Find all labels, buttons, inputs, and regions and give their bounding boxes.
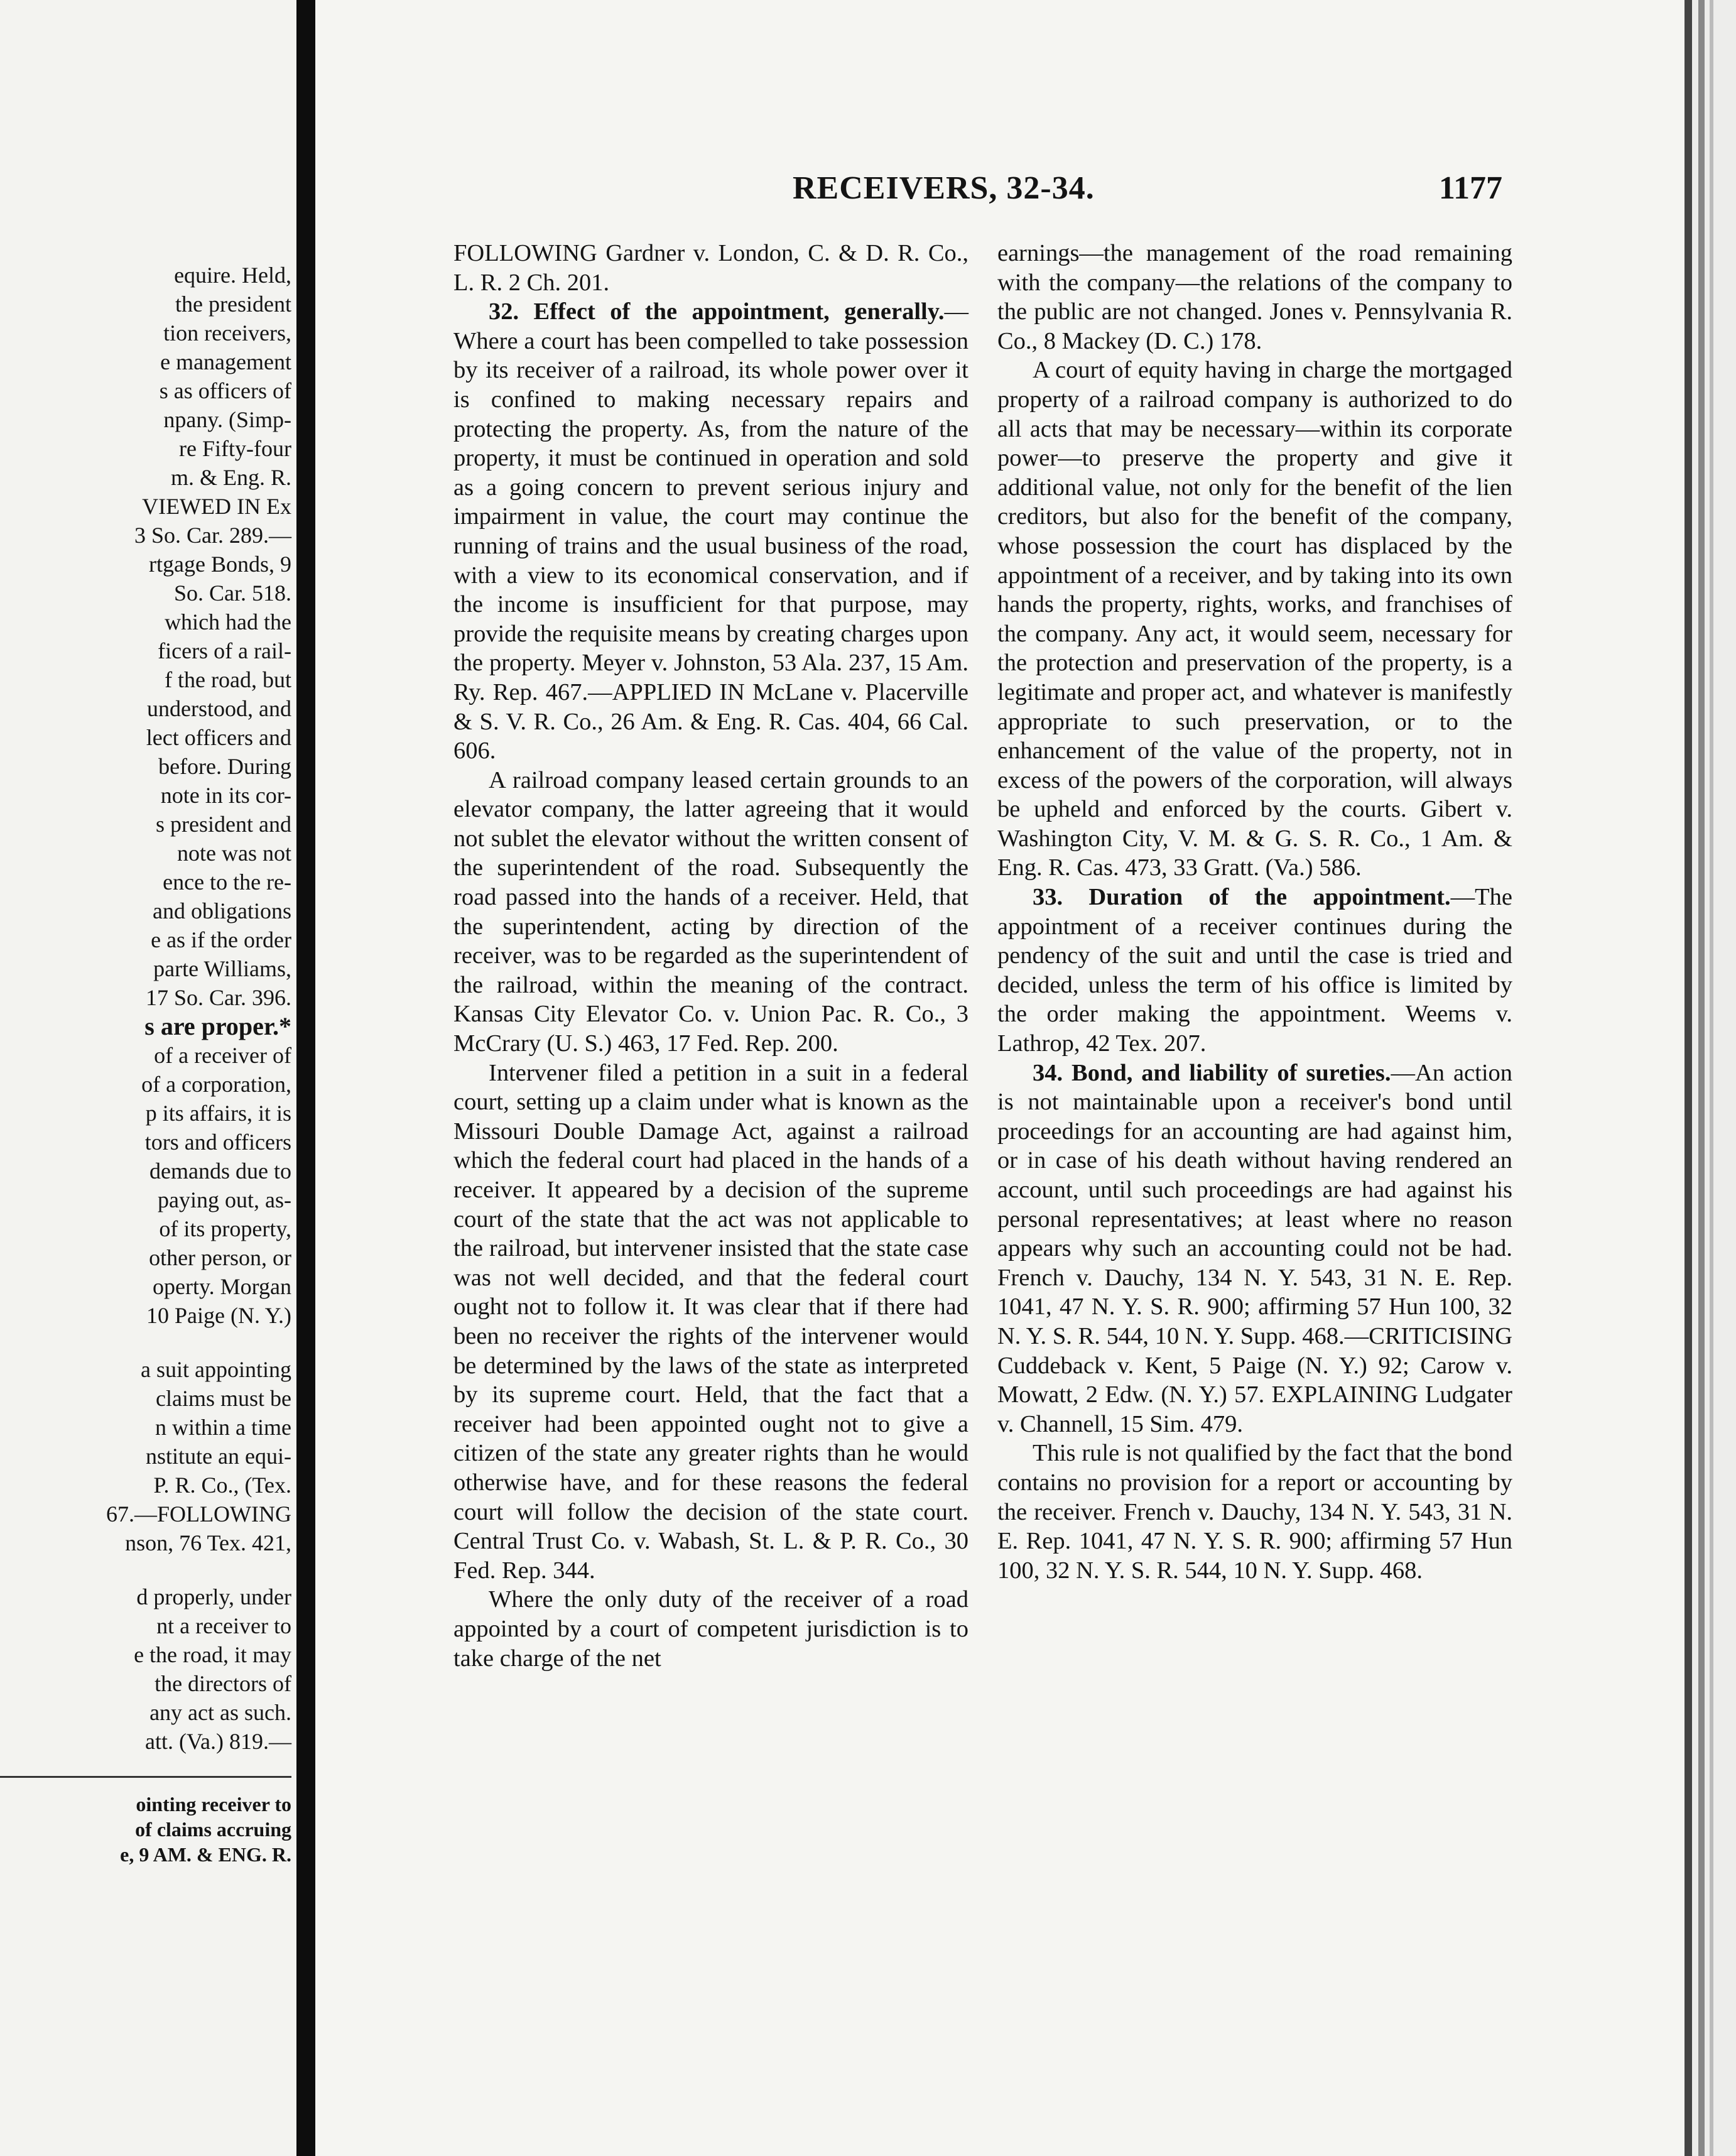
section-32 [453,297,968,766]
left-page-line: nson, 76 Tex. 421, [125,1530,291,1555]
left-page-line: ence to the re- [163,869,291,895]
left-page-line: equire. Held, [174,263,291,288]
section-heading: 33. Duration of the appointment. [1033,884,1451,911]
right-column [997,239,1512,1585]
left-page-line: 17 So. Car. 396. [145,985,291,1010]
paragraph: Intervener filed a petition in a suit in a federal court, setting up a claim under what is known as the Missouri Double Damage Act, against a railroad which the federal court had placed in the hands of a receiver. It appeared by a decision of the supreme court of the state that the act was not applicable to the railroad, but intervener insisted that the state case was not well decided, and that the federal court ought not to follow it. It was clear that if there had been no receiver the rights of the intervener would be determined by the laws of the state as interpreted by its supreme court. Held, that the fact that a receiver had been appointed ought not to give a citizen of the state any greater rights than he would otherwise have, and for these reasons the federal court will follow the decision of the state court. Central Trust Co. v. Wabash, St. L. & P. R. Co., 30 Fed. Rep. 344. [453,1059,968,1584]
left-page-line: a suit appointing [141,1357,291,1382]
left-page-line: before. During [158,754,291,779]
left-page-line: e as if the order [151,927,291,952]
line-gap [0,1557,291,1582]
line-gap [0,1330,291,1355]
page-number: 1177 [1438,170,1502,206]
left-page-line: 3 So. Car. 289.— [134,523,291,548]
left-page-line: understood, and [147,696,291,721]
left-page-line: ficers of a rail- [158,638,291,663]
left-page-line: re Fifty-four [179,436,291,461]
section-body: —An action is not maintainable upon a receiver's bond until proceedings for an accounting are had against him, or in case of his death without having rendered an account, until such proceedings are had against his personal representatives; at least where no reason appears why such an accounting could not be had. French v. Dauchy, 134 N. Y. 543, 31 N. E. Rep. 1041, 47 N. Y. S. R. 900; affirming 57 Hun 100, 32 N. Y. S. R. 544, 10 N. Y. Supp. 468.—CRITICISING Cuddeback v. Kent, 5 Paige (N. Y.) 92; Carow v. Mowatt, 2 Edw. (N. Y.) 57. EXPLAINING Ludgater v. Channell, 15 Sim. 479. [997,1059,1513,1437]
left-page-line: the president [175,291,291,317]
left-page-line: note in its cor- [160,783,291,808]
left-page-line: s president and [156,812,291,837]
left-column [453,239,968,1673]
left-footnote [0,1792,291,1867]
page-gutter [296,0,315,2156]
left-page-line: d properly, under [136,1584,291,1609]
left-page-line: e the road, it may [134,1642,291,1667]
left-page-line: m. & Eng. R. [170,465,291,490]
left-page-line: f the road, but [165,667,291,692]
left-page-line: of a corporation, [141,1072,291,1097]
section-body: —The appointment of a receiver continues during the pendency of the suit and until the case is tried and decided, unless the term of his office is limited by the order making the appointment. Weems v. Lathrop, 42 Tex. 207. [997,884,1512,1057]
footnote-rule [0,1776,291,1778]
left-page-line: lect officers and [146,725,291,750]
section-heading: 32. Effect of the appointment, generally. [489,298,945,325]
paragraph: Where the only duty of the receiver of a road appointed by a court of competent jurisdiction is to take charge of the net [453,1586,968,1672]
left-page-line: s as officers of [159,378,291,403]
left-page-line: P. R. Co., (Tex. [153,1473,291,1498]
running-head [504,170,1502,214]
left-page-line: rtgage Bonds, 9 [149,552,291,577]
left-page-line: operty. Morgan [153,1274,291,1299]
left-page-line: e management [160,349,291,374]
left-page-text [0,261,291,1867]
left-page-line: note was not [177,841,291,866]
paragraph: A court of equity having in charge the mortgaged property of a railroad company is authorized to do all acts that may be necessary—within its corporate power—to preserve the property and give it additional value, not only for the benefit of the lien creditors, but also for the benefit of the company, whose possession the court has displaced by the appointment of a receiver, and by taking into its own hands the property, rights, works, and franchises of the company. Any act, it would seem, necessary for the protection and preservation of the property, is a legitimate and proper act, and whatever is manifestly appropriate to such preservation, or to the enhancement of the value of the property, not in excess of the powers of the corporation, will always be upheld and enforced by the courts. Gibert v. Washington City, V. M. & G. S. R. Co., 1 Am. & Eng. R. Cas. 473, 33 Gratt. (Va.) 586. [997,357,1512,881]
left-page-line: VIEWED IN Ex [142,494,291,519]
left-page-line: 10 Paige (N. Y.) [146,1303,291,1328]
section-heading: 34. Bond, and liability of sureties. [1033,1059,1391,1086]
left-page-line: nt a receiver to [156,1613,291,1638]
footnote-line: of claims accruing [135,1818,291,1841]
left-page-line: p its affairs, it is [145,1101,291,1126]
paragraph: This rule is not qualified by the fact that the bond contains no provision for a report or accounting by the receiver. French v. Dauchy, 134 N. Y. 543, 31 N. E. Rep. 1041, 47 N. Y. S. R. 900; affirming 57 Hun 100, 32 N. Y. S. R. 544, 10 N. Y. Supp. 468. [997,1440,1512,1584]
left-page-line: claims must be [156,1386,291,1411]
left-page-line: So. Car. 518. [173,580,291,606]
left-page-line: demands due to [149,1158,291,1184]
left-page-line: nstitute an equi- [146,1444,291,1469]
left-page-line: of its property, [159,1216,291,1241]
left-page-line: s are proper.* [144,1012,291,1040]
footnote-line: e, 9 AM. & ENG. R. [120,1843,291,1866]
left-page-fragment [0,0,296,2156]
left-page-line: the directors of [155,1671,291,1696]
section-34 [997,1059,1512,1439]
page-edge [1684,0,1736,2156]
paragraph: FOLLOWING Gardner v. London, C. & D. R. Co., L. R. 2 Ch. 201. [453,240,968,296]
left-page-line: n within a time [155,1415,291,1440]
left-page-line: of a receiver of [154,1043,291,1068]
left-page-line: any act as such. [149,1700,291,1725]
left-page-line: npany. (Simp- [163,407,291,432]
paragraph: A railroad company leased certain grounds to an elevator company, the latter agreeing that it would not sublet the elevator without the written consent of the superintendent of the road. Subsequently the road passed into the hands of a receiver. Held, that the superintendent, acting by direction of the receiver, was to be regarded as the superintendent of the railroad, within the meaning of the contract. Kansas City Elevator Co. v. Union Pac. R. Co., 3 McCrary (U. S.) 463, 17 Fed. Rep. 200. [453,766,968,1057]
left-page-line: which had the [165,609,291,634]
left-page-line: att. (Va.) 819.— [145,1729,291,1754]
left-page-line: tion receivers, [163,320,291,346]
left-page-line: other person, or [149,1245,291,1270]
section-33 [997,883,1512,1059]
section-body: —Where a court has been compelled to take possession by its receiver of a railroad, its whole power over it is confined to making necessary repairs and protecting the property. As, from the nature of the property, it must be continued in operation and sold as a going concern to prevent serious injury and impairment in value, the court may continue the running of trains and the usual business of the road, with a view to its economical conservation, and if the income is insufficient for that purpose, may provide the requisite means by creating charges upon the property. Meyer v. Johnston, 53 Ala. 237, 15 Am. Ry. Rep. 467.—APPLIED IN McLane v. Placerville & S. V. R. Co., 26 Am. & Eng. R. Cas. 404, 66 Cal. 606. [453,298,968,765]
running-title: RECEIVERS, 32-34. [793,170,1095,206]
left-page-line: and obligations [153,898,291,923]
left-page-line: parte Williams, [153,956,291,981]
footnote-line: ointing receiver to [136,1793,291,1816]
left-page-line: paying out, as- [158,1187,291,1212]
paragraph: earnings—the management of the road remaining with the company—the relations of the company to the public are not changed. Jones v. Pennsylvania R. Co., 8 Mackey (D. C.) 178. [997,240,1512,354]
left-page-line: tors and officers [144,1130,291,1155]
left-page-line: 67.—FOLLOWING [106,1501,291,1527]
